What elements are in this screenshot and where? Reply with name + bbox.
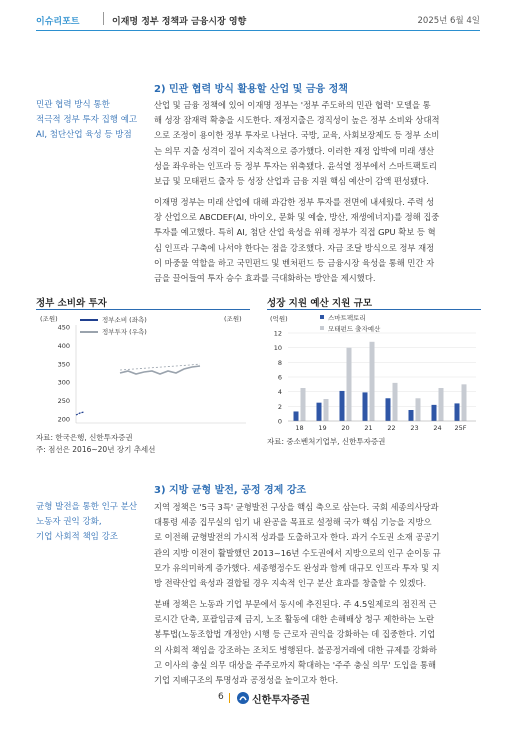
chart-2-unit: (억원) — [270, 315, 288, 323]
chart-1-note: 주: 점선은 2016~20년 장기 추세선 — [36, 445, 156, 454]
section-2-paragraph-2 — [154, 195, 482, 286]
chart-2-bar — [393, 383, 398, 421]
text-line: 관의 지방 이전이 활발했던 2013~16년 수도권에서 지방으로의 인구 순이동 규 — [154, 547, 441, 558]
legend-swatch-fund-of-funds — [320, 326, 324, 330]
chart-2-bar — [416, 398, 421, 421]
chart-2-y-tick-label: 2 — [277, 402, 282, 411]
text-line: 봉투법(노동조합법 개정안) 시행 등 근로자 권익을 강화하는 데 집중한다. 기업 — [154, 629, 436, 640]
legend-label-fund-of-funds: 모태펀드 출자예산 — [328, 325, 381, 333]
chart-2-x-tick-label: 22 — [387, 424, 396, 431]
legend-label-gov-consumption: 정부소비 (좌측) — [102, 316, 147, 324]
chart-1-y-tick-label: 350 — [57, 360, 70, 369]
chart-2-x-tick-label: 25F — [454, 424, 467, 431]
chart-1-source: 자료: 한국은행, 신한투자증권 — [36, 433, 133, 442]
chart-1-title: 정부 소비와 투자 — [36, 298, 107, 309]
chart-1-title-rule — [36, 309, 250, 310]
chart-2-x-tick-label: 19 — [318, 424, 327, 431]
chart-2-title-rule — [267, 309, 481, 310]
chart-1-legend — [80, 315, 147, 336]
chart-2-bar — [294, 411, 299, 421]
text-line: 는 의무 지출 성격이 짙어 지속적으로 증가했다. 이러한 재정 압박에 미래 생산 — [154, 145, 435, 156]
text-line: 보급 및 모태펀드 출자 등 성장 산업과 금융 지원 핵심 예산이 감액 편성됐다. — [154, 176, 429, 187]
side-note-line: 민관 협력 방식 통한 — [36, 100, 110, 110]
text-line: 의 사회적 책임을 강조하는 조치도 병행된다. 불공정거래에 대한 규제를 강화하 — [154, 644, 437, 655]
chart-2-x-tick-label: 23 — [410, 424, 419, 431]
chart-2-bar — [324, 399, 329, 421]
report-date: 2025년 6월 4일 — [417, 16, 480, 26]
chart-2-y-tick-label: 6 — [277, 373, 282, 382]
chart-2-x-tick-label: 20 — [341, 424, 350, 431]
chart-2-y-tick-label: 8 — [277, 358, 282, 367]
text-line: 방 전략산업 육성과 결합될 경우 지속적 인구 분산 효과를 창출할 수 있겠다. — [154, 578, 427, 589]
text-line: 로시간 단축, 포괄임금제 금지, 노조 활동에 대한 손해배상 청구 제한하는 노란 — [154, 614, 435, 625]
chart-2-x-tick-label: 18 — [295, 424, 304, 431]
chart-2-bar — [462, 384, 467, 421]
chart-2-source: 자료: 중소벤처기업부, 신한투자증권 — [267, 437, 386, 446]
header-rule — [36, 30, 480, 31]
chart-2-y-tick-label: 12 — [273, 329, 282, 338]
header-divider — [103, 12, 104, 25]
section-3-sidebar — [36, 500, 148, 545]
section-3-title: 3) 지방 균형 발전, 공정 경제 강조 — [154, 485, 307, 496]
chart-2-legend — [320, 313, 381, 333]
section-2-sidebar — [36, 98, 148, 143]
chart-2-bar — [301, 388, 306, 421]
section-3-paragraph-2 — [154, 597, 482, 688]
legend-label-gov-investment: 정부투자 (우측) — [102, 328, 147, 336]
text-line: 대통령 세종 집무실의 임기 내 완공을 목표로 설정해 국가 핵심 기능을 지방으 — [154, 517, 432, 528]
legend-swatch-smart-factory — [320, 315, 324, 319]
chart-1-y-tick-label: 250 — [57, 397, 70, 406]
trend-line-gov-investment — [120, 364, 200, 370]
side-note-line: 적극적 정부 투자 집행 예고 — [36, 115, 138, 125]
side-note-line: 기업 사회적 책임 강조 — [36, 532, 119, 542]
section-3-paragraph-1 — [154, 500, 482, 591]
chart-2-bar — [347, 348, 352, 421]
text-line: 해 성장 잠재력 확충을 시도한다. 재정지출은 경직성이 높은 정부 소비와 상대적 — [154, 115, 440, 126]
text-line: 심 인프라 구축에 나서야 한다는 점을 강조했다. 자금 조달 방식으로 정부 재정 — [154, 242, 435, 253]
report-type-tag: 이슈리포트 — [36, 17, 80, 27]
chart-2-bar — [409, 410, 414, 421]
chart-2-plot — [262, 311, 480, 431]
series-line-gov-consumption — [76, 412, 84, 415]
text-line: 으로 조정이 용이한 정부 투자로 나뉜다. 국방, 교육, 사회보장제도 등 정부 소비 — [154, 130, 440, 141]
legend-label-smart-factory: 스마트팩토리 — [328, 314, 366, 322]
chart-1-plot — [36, 311, 250, 429]
text-line: 이 마중물 역할을 하고 국민펀드 및 벤처펀드 등 금융시장 육성을 통해 민간 자 — [154, 257, 435, 268]
text-line: 금을 끌어들여 투자 승수 효과를 극대화하는 방안을 제시했다. — [154, 273, 376, 284]
chart-2-bar — [370, 342, 375, 421]
chart-2-x-tick-label: 21 — [364, 424, 373, 431]
section-2-paragraph-1 — [154, 98, 482, 189]
chart-2-y-tick-label: 0 — [277, 417, 282, 426]
chart-1-y-tick-label: 450 — [57, 323, 70, 332]
page-number: 6 — [218, 692, 224, 702]
chart-1-y-tick-label: 300 — [57, 378, 70, 387]
section-2-title: 2) 민관 협력 방식 활용할 산업 및 금융 정책 — [154, 84, 348, 95]
side-note-line: 균형 발전을 통한 인구 분산 — [36, 502, 138, 512]
footer-divider — [229, 693, 230, 703]
chart-2-bar — [386, 398, 391, 421]
text-line: 로 이전해 균형발전의 가시적 성과를 도출하고자 한다. 과거 수도권 소재 공공기 — [154, 532, 440, 543]
chart-2-bar — [317, 403, 322, 421]
side-note-line: AI, 첨단산업 육성 등 방점 — [36, 130, 132, 140]
chart-1-left-unit: (조원) — [40, 315, 58, 323]
brand-logo-text: 신한투자증권 — [252, 695, 310, 706]
brand-logo-icon — [236, 690, 250, 704]
chart-1-y-tick-label: 400 — [57, 341, 70, 350]
chart-2-y-tick-label: 10 — [273, 344, 282, 353]
report-title: 이재명 정부 정책과 금융시장 영향 — [112, 17, 247, 27]
text-line: 투자를 예고했다. 특히 AI, 첨단 산업 육성을 위해 정부가 직접 GPU 확보 등 혁 — [154, 227, 436, 238]
chart-2-y-tick-label: 4 — [277, 388, 282, 397]
text-line: 고 이사의 충실 의무 대상을 주주로까지 확대하는 '주주 충실 의무' 도입을 통해 — [154, 659, 437, 670]
text-line: 산업 및 금융 정책에 있어 이재명 정부는 '정부 주도하의 민관 협력' 모델을 통 — [154, 100, 431, 110]
chart-2-bar — [432, 405, 437, 421]
chart-1-y-tick-label: 200 — [57, 415, 70, 424]
text-line: 기업 지배구조의 투명성과 공정성을 높이고자 한다. — [154, 675, 339, 686]
chart-2-x-tick-label: 24 — [433, 424, 442, 431]
text-line: 성을 좌우하는 인프라 등 정부 투자는 위축됐다. 윤석열 정부에서 스마트팩토리 — [154, 160, 437, 171]
text-line: 지역 정책은 '5극 3특' 균형발전 구상을 핵심 축으로 삼는다. 국회 세종의사당과 — [154, 502, 439, 512]
text-line: 분배 정책은 노동과 기업 부문에서 동시에 추진된다. 주 4.5일제로의 점진적 근 — [154, 599, 437, 609]
chart-2-bar — [340, 391, 345, 421]
chart-2-title: 성장 지원 예산 지원 규모 — [267, 298, 372, 309]
chart-2-bar — [439, 388, 444, 421]
text-line: 이재명 정부는 미래 산업에 대해 과감한 정부 투자를 전면에 내세웠다. 주력 성 — [154, 197, 435, 207]
chart-2-bar — [363, 392, 368, 421]
chart-1-right-unit: (조원) — [224, 315, 242, 323]
side-note-line: 노동자 권익 강화, — [36, 517, 102, 527]
text-line: 장 산업으로 ABCDEF(AI, 바이오, 문화 및 예술, 방산, 재생에너지)를 정해 집중 — [154, 212, 440, 223]
text-line: 모가 유의미하게 증가했다. 세종행정수도 완성과 함께 대규모 인프라 투자 및 지 — [154, 562, 440, 573]
chart-2-bar — [455, 403, 460, 421]
